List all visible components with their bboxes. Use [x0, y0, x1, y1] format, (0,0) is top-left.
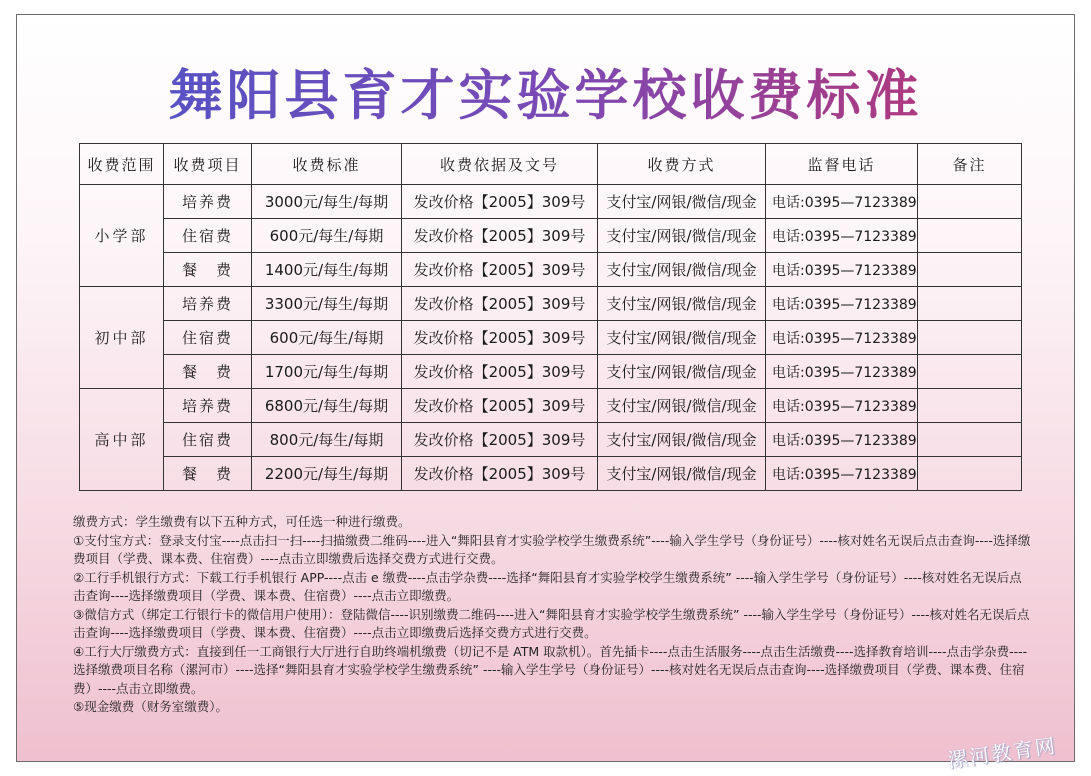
fee-basis: 发改价格【2005】309号 [402, 321, 598, 355]
fee-basis: 发改价格【2005】309号 [402, 219, 598, 253]
fee-basis: 发改价格【2005】309号 [402, 287, 598, 321]
fee-item: 培养费 [164, 389, 252, 423]
fee-standard: 800元/每生/每期 [252, 423, 402, 457]
fee-standard: 2200元/每生/每期 [252, 457, 402, 491]
fee-item: 培养费 [164, 185, 252, 219]
table-row [80, 253, 1022, 287]
header-item: 收费项目 [164, 144, 252, 185]
header-scope: 收费范围 [80, 144, 164, 185]
fee-item: 住宿费 [164, 423, 252, 457]
table-row [80, 457, 1022, 491]
fee-method: 支付宝/网银/微信/现金 [598, 457, 766, 491]
fee-method: 支付宝/网银/微信/现金 [598, 321, 766, 355]
fee-standard: 6800元/每生/每期 [252, 389, 402, 423]
fee-remark [918, 355, 1022, 389]
department-cell: 初中部 [80, 287, 164, 389]
fee-method: 支付宝/网银/微信/现金 [598, 185, 766, 219]
table-row [80, 287, 1022, 321]
fee-basis: 发改价格【2005】309号 [402, 389, 598, 423]
table-row [80, 185, 1022, 219]
fee-phone: 电话:0395—7123389 [766, 423, 918, 457]
header-phone: 监督电话 [766, 144, 918, 185]
notes-intro: 缴费方式：学生缴费有以下五种方式，可任选一种进行缴费。 [73, 514, 411, 529]
fee-item: 培养费 [164, 287, 252, 321]
fee-basis: 发改价格【2005】309号 [402, 423, 598, 457]
fee-item: 住宿费 [164, 219, 252, 253]
fee-basis: 发改价格【2005】309号 [402, 185, 598, 219]
watermark: 漯河教育网 [946, 733, 1059, 773]
table-row [80, 219, 1022, 253]
department-cell: 高中部 [80, 389, 164, 491]
fee-standard: 3300元/每生/每期 [252, 287, 402, 321]
fee-item: 住宿费 [164, 321, 252, 355]
fee-remark [918, 321, 1022, 355]
table-row [80, 355, 1022, 389]
fee-remark [918, 253, 1022, 287]
fee-item: 餐 费 [164, 253, 252, 287]
fee-remark [918, 219, 1022, 253]
fee-poster [16, 14, 1075, 773]
fee-phone: 电话:0395—7123389 [766, 389, 918, 423]
notes-cash: ⑤现金缴费（财务室缴费）。 [73, 699, 228, 714]
fee-basis: 发改价格【2005】309号 [402, 355, 598, 389]
header-basis: 收费依据及文号 [402, 144, 598, 185]
fee-method: 支付宝/网银/微信/现金 [598, 219, 766, 253]
fee-method: 支付宝/网银/微信/现金 [598, 355, 766, 389]
fee-phone: 电话:0395—7123389 [766, 287, 918, 321]
department-cell: 小学部 [80, 185, 164, 287]
fee-remark [918, 389, 1022, 423]
fee-phone: 电话:0395—7123389 [766, 219, 918, 253]
notes-wechat: ③微信方式（绑定工行银行卡的微信用户使用）：登陆微信----识别缴费二维码----进入“舞阳县育才实验学校学生缴费系统” ----输入学生学号（身份证号）----核对姓名无误后点击查询----选择缴费项目（学费、课本费、住宿费）----点击立即缴费后选择交费方式进行交费。 [73, 606, 1030, 640]
fee-remark [918, 457, 1022, 491]
fee-remark [918, 423, 1022, 457]
notes-icbc-hall: ④工行大厅缴费方式：直接到任一工商银行大厅进行自助终端机缴费（切记不是 ATM 取款机）。首先插卡----点击生活服务----点击生活缴费----选择教育培训----点击学杂费----选择缴费项目名称（漯河市）----选择“舞阳县育才实验学校学生缴费系统” ----输入学生学号（身份证号）----核对姓名无误后点击查询----选择缴费项目（学费、课本费、住宿费）----点击立即缴费。 [73, 643, 1028, 696]
fee-phone: 电话:0395—7123389 [766, 185, 918, 219]
fee-method: 支付宝/网银/微信/现金 [598, 423, 766, 457]
fee-remark [918, 185, 1022, 219]
table-row [80, 423, 1022, 457]
fee-table [79, 143, 1022, 491]
fee-phone: 电话:0395—7123389 [766, 355, 918, 389]
fee-standard: 600元/每生/每期 [252, 219, 402, 253]
page-title: 舞阳县育才实验学校收费标准 [17, 53, 1074, 130]
fee-basis: 发改价格【2005】309号 [402, 457, 598, 491]
fee-basis: 发改价格【2005】309号 [402, 253, 598, 287]
table-row [80, 321, 1022, 355]
header-standard: 收费标准 [252, 144, 402, 185]
fee-phone: 电话:0395—7123389 [766, 253, 918, 287]
fee-remark [918, 287, 1022, 321]
fee-item: 餐 费 [164, 355, 252, 389]
notes-icbc-mobile: ②工行手机银行方式：下载工行手机银行 APP----点击 e 缴费----点击学杂费----选择“舞阳县育才实验学校学生缴费系统” ----输入学生学号（身份证号）----核对姓名无误后点击查询----选择缴费项目（学费、课本费、住宿费）----点击立即缴费。 [73, 569, 1022, 603]
table-header-row [80, 144, 1022, 185]
notes-alipay: ①支付宝方式：登录支付宝----点击扫一扫----扫描缴费二维码----进入“舞阳县育才实验学校学生缴费系统”----输入学生学号（身份证号）----核对姓名无误后点击查询----选择缴费项目（学费、课本费、住宿费）----点击立即缴费后选择交费方式进行交费。 [73, 532, 1031, 566]
fee-method: 支付宝/网银/微信/现金 [598, 253, 766, 287]
fee-phone: 电话:0395—7123389 [766, 457, 918, 491]
fee-phone: 电话:0395—7123389 [766, 321, 918, 355]
header-remark: 备注 [918, 144, 1022, 185]
fee-standard: 3000元/每生/每期 [252, 185, 402, 219]
fee-method: 支付宝/网银/微信/现金 [598, 287, 766, 321]
fee-standard: 600元/每生/每期 [252, 321, 402, 355]
payment-notes [73, 513, 1033, 717]
fee-item: 餐 费 [164, 457, 252, 491]
table-row [80, 389, 1022, 423]
fee-standard: 1400元/每生/每期 [252, 253, 402, 287]
fee-method: 支付宝/网银/微信/现金 [598, 389, 766, 423]
header-method: 收费方式 [598, 144, 766, 185]
fee-standard: 1700元/每生/每期 [252, 355, 402, 389]
